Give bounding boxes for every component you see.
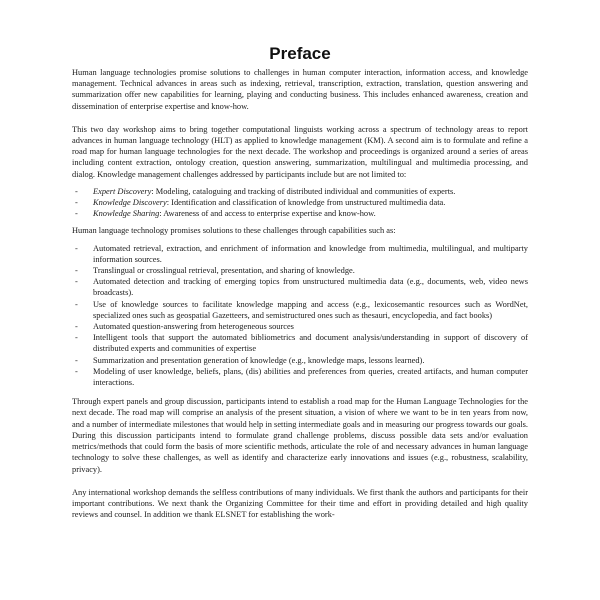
list-item [72, 299, 528, 321]
list-dash: - [75, 186, 78, 196]
list-item [72, 197, 528, 208]
capability-text: Automated retrieval, extraction, and enrichment of information and knowledge from multimedia, multilingual, and multiparty information sources. [93, 243, 528, 264]
list-item [72, 186, 528, 197]
page-title: Preface [269, 44, 331, 63]
list-dash: - [75, 299, 78, 309]
capabilities-list [72, 243, 528, 389]
acknowledgements-paragraph: Any international workshop demands the selfless contributions of many individuals. We first thank the authors and participants for their important contributions. We next thank the Organizing Committee for their time and effort in providing detailed and high quality reviews and counsel. In addition we thank ELSNET for establishing the work- [72, 487, 528, 520]
roadmap-paragraph: Through expert panels and group discussion, participants intend to establish a road map for the Human Language Technologies for the next decade. The road map will comprise an analysis of the present situation, a vision of where we want to be in ten years from now, and a number of intermediate milestones that would help in setting intermediate goals and in measuring our progress towards our goals. During this discussion participants intend to formulate grand challenge problems, discuss possible data sets and/or evaluation metrics/methods that could form the basis of more scientific methods, articulate the role of and necessary advances in human language technology to solve these challenges, as well as identify and characterize early innovations and issues (e.g., robustness, scalability, privacy). [72, 397, 528, 474]
list-item [72, 276, 528, 298]
challenge-term: Knowledge Sharing [93, 209, 160, 219]
list-item [72, 332, 528, 354]
list-dash: - [75, 366, 78, 376]
list-dash: - [75, 266, 78, 276]
challenge-term: Expert Discovery [93, 186, 152, 196]
list-item [72, 265, 528, 276]
capability-text: Automated question-answering from heterogeneous sources [93, 322, 294, 332]
list-item [72, 208, 528, 219]
list-dash: - [75, 243, 78, 253]
list-dash: - [75, 198, 78, 208]
challenge-desc: : Modeling, cataloguing and tracking of distributed individual and communities of experts. [151, 186, 456, 196]
list-item [72, 366, 528, 388]
intro-paragraph: Human language technologies promise solutions to challenges in human computer interaction, information access, and knowledge management. Technical advances in areas such as indexing, retrieval, transcription, extraction, translation, question answering and summarization offer new capabilities for learning, playing and conducting business. This includes enhanced awareness, creation and dissemination of enterprise expertise and know-how. [72, 68, 528, 111]
list-dash: - [75, 355, 78, 365]
list-item [72, 321, 528, 332]
list-dash: - [75, 209, 78, 219]
list-item [72, 243, 528, 265]
workshop-aims-paragraph: This two day workshop aims to bring together computational linguists working across a spectrum of technology areas to report advances in human language technology (HLT) as applied to knowledge management (KM). A second aim is to formulate and refine a road map for human language technologies for the next decade. The workshop and proceedings is organized around a series of areas including content extraction, ontology creation, question answering, summarization, multilingual and multimedia processing, and dialog. Knowledge management challenges addressed by participants include but are not limited to: [72, 124, 528, 179]
list-item [72, 355, 528, 366]
capability-text: Intelligent tools that support the automated bibliometrics and document analysis/understanding in support of discovery of distributed experts and communities of expertise [93, 333, 528, 354]
capability-text: Summarization and presentation generation of knowledge (e.g., knowledge maps, lessons learned). [93, 355, 425, 365]
challenge-desc: : Awareness of and access to enterprise expertise and know-how. [159, 209, 376, 219]
capability-text: Translingual or crosslingual retrieval, presentation, and sharing of knowledge. [93, 266, 355, 276]
challenge-term: Knowledge Discovery [93, 198, 167, 208]
capability-text: Use of knowledge sources to facilitate knowledge mapping and access (e.g., lexicosemantic resources such as WordNet, specialized ones such as geospatial Gazetteers, and semistructured ones such as thesauri, encyclopedia, and fact books) [93, 299, 528, 320]
capabilities-intro-paragraph: Human language technology promises solutions to these challenges through capabilities such as: [72, 226, 396, 236]
list-dash: - [75, 277, 78, 287]
capability-text: Automated detection and tracking of emerging topics from unstructured multimedia data (e.g., documents, web, video news broadcasts). [93, 277, 528, 298]
list-dash: - [75, 322, 78, 332]
list-dash: - [75, 333, 78, 343]
document-page [72, 44, 528, 520]
capability-text: Modeling of user knowledge, beliefs, plans, (dis) abilities and preferences from queries, created artifacts, and human computer interactions. [93, 366, 528, 388]
km-challenges-list [72, 186, 528, 220]
challenge-desc: : Identification and classification of knowledge from unstructured multimedia data. [166, 198, 446, 208]
